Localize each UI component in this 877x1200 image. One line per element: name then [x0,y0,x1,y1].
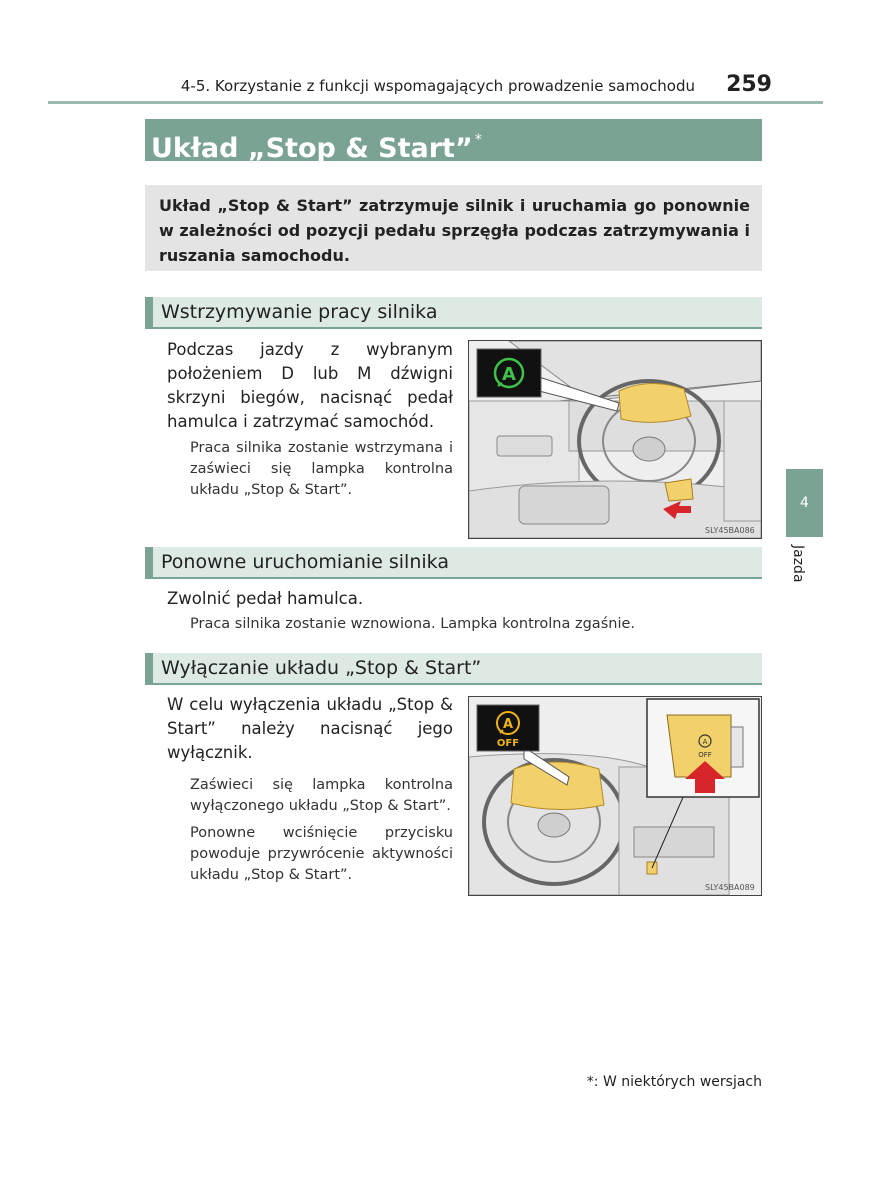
section-stop-text: Podczas jazdy z wybranym położeniem D lub M dźwigni skrzyni biegów, nacisnąć pedał hamulca i zatrzymać samochód. [167,340,453,431]
svg-text:A: A [702,738,708,746]
section-heading-disable: Wyłączanie układu „Stop & Start” [145,653,762,685]
svg-text:A: A [502,364,516,385]
header-rule [48,101,823,104]
intro-box: Układ „Stop & Start” zatrzymuje silnik i uruchamia go ponownie w zależności od pozycji pedału sprzęgła podczas zatrzymywania i ruszania samochodu. [145,185,762,271]
section-stop-note: Praca silnika zostanie wstrzymana i zaświeci się lampka kontrolna układu „Stop & Start”. [190,440,453,498]
page-title [145,119,762,164]
figure-dashboard-stop [468,340,762,539]
section-heading-stop: Wstrzymywanie pracy silnika [145,297,762,329]
section-restart-text: Zwolnić pedał hamulca. [167,589,364,608]
figure-code: SLY45BA089 [705,883,755,892]
section-heading-restart: Ponowne uruchomianie silnika [145,547,762,579]
page-title-text: Układ „Stop & Start” [151,133,473,164]
svg-text:A: A [502,717,514,732]
title-footnote-marker: * [474,132,482,148]
chapter-name: Jazda [790,545,806,583]
page-number: 259 [726,72,772,97]
section-disable-text: W celu wyłączenia układu „Stop & Start” należy nacisnąć jego wyłącznik. [167,695,453,762]
section-disable-note-1: Zaświeci się lampka kontrolna wyłączonego układu „Stop & Start”. [190,777,453,814]
section-restart-note: Praca silnika zostanie wznowiona. Lampka kontrolna zgaśnie. [190,616,635,632]
figure-code: SLY45BA086 [705,526,755,535]
footnote: *: W niektórych wersjach [586,1074,762,1090]
chapter-tab[interactable]: 4 [786,469,823,537]
svg-text:OFF: OFF [698,751,712,759]
running-header: 4-5. Korzystanie z funkcji wspomagających prowadzenie samochodu [180,77,695,95]
svg-text:OFF: OFF [496,738,520,749]
section-disable-note-2: Ponowne wciśnięcie przycisku powoduje przywrócenie aktywności układu „Stop & Start”. [190,825,453,883]
figure-dashboard-off-switch [468,696,762,896]
